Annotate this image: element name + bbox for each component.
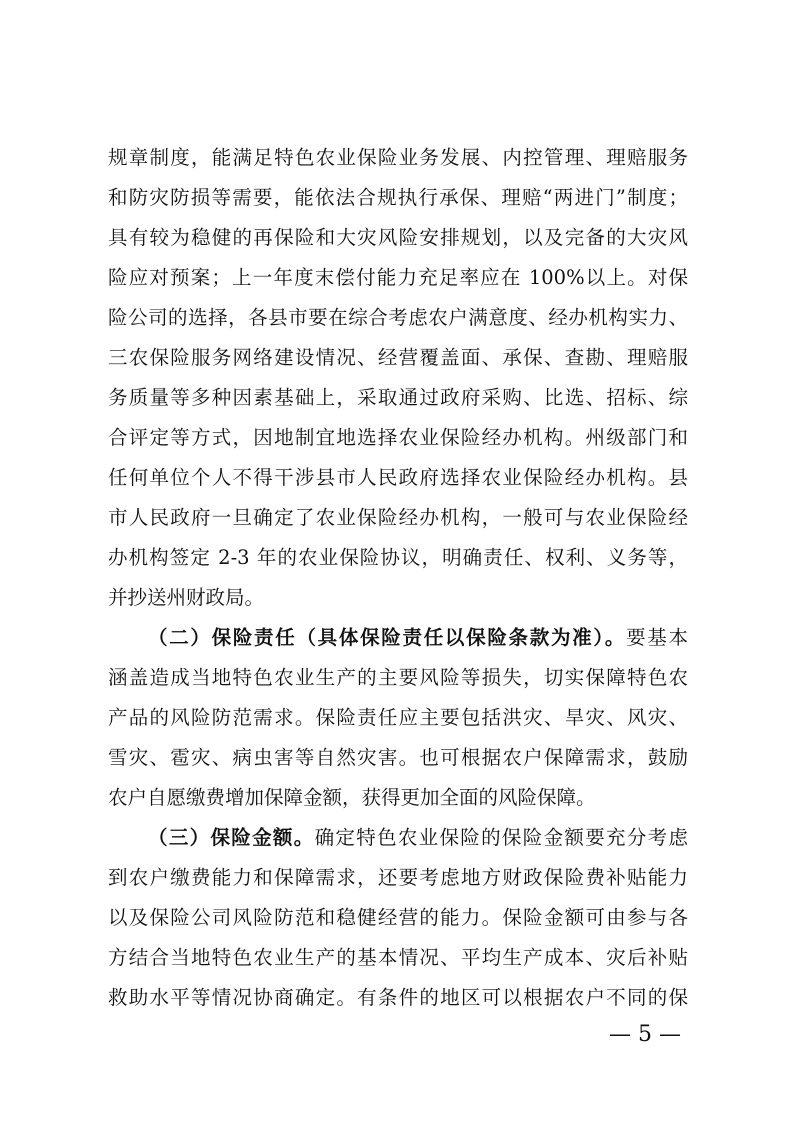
text-line: 以及保险公司风险防范和稳健经营的能力。保险金额可由参与各 bbox=[108, 906, 688, 929]
text-line: 市人民政府一旦确定了农业保险经办机构，一般可与农业保险经 bbox=[108, 506, 688, 529]
text-line: 雪灾、雹灾、病虫害等自然灾害。也可根据农户保障需求，鼓励 bbox=[108, 746, 688, 769]
text-line: 三农保险服务网络建设情况、经营覆盖面、承保、查勘、理赔服 bbox=[108, 346, 688, 369]
text-line: 办机构签定 2-3 年的农业保险协议，明确责任、权利、义务等， bbox=[108, 546, 688, 569]
document-body bbox=[108, 138, 688, 1018]
text-line: 险应对预案；上一年度末偿付能力充足率应在 100%以上。对保 bbox=[108, 266, 688, 289]
text-line: 救助水平等情况协商确定。有条件的地区可以根据农户不同的保 bbox=[108, 986, 688, 1009]
text-line: 涵盖造成当地特色农业生产的主要风险等损失，切实保障特色农 bbox=[108, 666, 688, 689]
text-run: 要基本 bbox=[626, 626, 688, 649]
text-line: 合评定等方式，因地制宜地选择农业保险经办机构。州级部门和 bbox=[108, 426, 688, 449]
paragraph bbox=[108, 618, 688, 818]
text-line bbox=[108, 618, 688, 658]
text-line: 规章制度，能满足特色农业保险业务发展、内控管理、理赔服务 bbox=[108, 146, 688, 169]
text-line: 具有较为稳健的再保险和大灾风险安排规划，以及完备的大灾风 bbox=[108, 226, 688, 249]
paragraph bbox=[108, 138, 688, 618]
text-line: 任何单位个人不得干涉县市人民政府选择农业保险经办机构。县 bbox=[108, 466, 688, 489]
text-line: 险公司的选择，各县市要在综合考虑农户满意度、经办机构实力、 bbox=[108, 306, 688, 329]
text-line: 产品的风险防范需求。保险责任应主要包括洪灾、旱灾、风灾、 bbox=[108, 706, 688, 729]
text-run: 确定特色农业保险的保险金额要充分考虑 bbox=[314, 826, 688, 849]
text-line: 方结合当地特色农业生产的基本情况、平均生产成本、灾后补贴 bbox=[108, 946, 688, 969]
text-line: 和防灾防损等需要，能依法合规执行承保、理赔“两进门”制度； bbox=[108, 186, 688, 209]
paragraph bbox=[108, 818, 688, 1018]
text-line: 并抄送州财政局。 bbox=[108, 586, 265, 609]
text-line: 农户自愿缴费增加保障金额，获得更加全面的风险保障。 bbox=[108, 786, 596, 809]
section-heading: （二）保险责任（具体保险责任以保险条款为准）。 bbox=[148, 626, 627, 649]
text-line: 务质量等多种因素基础上，采取通过政府采购、比选、招标、综 bbox=[108, 386, 688, 409]
page-number: — 5 — bbox=[609, 1022, 681, 1047]
section-heading: （三）保险金额。 bbox=[148, 826, 315, 849]
text-line: 到农户缴费能力和保障需求，还要考虑地方财政保险费补贴能力 bbox=[108, 866, 688, 889]
text-line bbox=[108, 818, 688, 858]
